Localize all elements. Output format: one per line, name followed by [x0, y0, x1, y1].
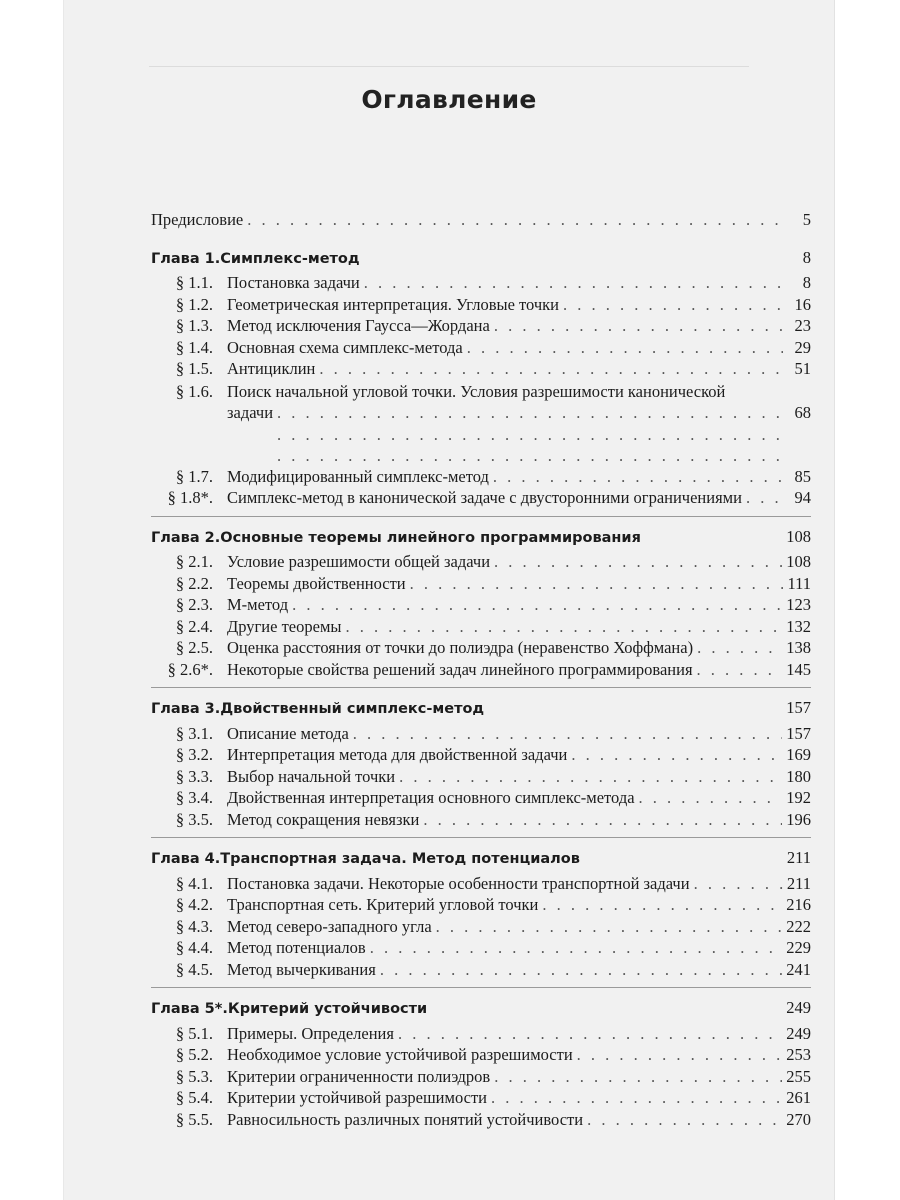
table-of-contents — [151, 210, 811, 1131]
page-number: 5 — [802, 210, 811, 229]
toc-chapter — [151, 248, 811, 270]
leader-dots — [370, 938, 783, 958]
leader-dots — [494, 552, 782, 572]
section-title: Примеры. Определения — [227, 1023, 394, 1043]
chapter-title: Симплекс-метод — [220, 250, 360, 267]
preface-label: Предисловие — [151, 210, 244, 229]
section-number: § 1.8*. — [167, 488, 213, 507]
page-number: 229 — [786, 938, 811, 957]
leader-dots — [493, 467, 783, 487]
toc-section — [151, 295, 811, 317]
page-number: 16 — [794, 294, 811, 314]
section-title: Описание метода — [227, 723, 349, 743]
toc-section — [151, 617, 811, 639]
toc-section — [151, 1110, 811, 1132]
toc-section — [151, 595, 811, 617]
section-title: Модифицированный симплекс-метод — [227, 466, 489, 486]
section-title: Транспортная сеть. Критерий угловой точки — [227, 895, 539, 914]
leader-dots — [345, 617, 782, 637]
page-number: 108 — [786, 552, 811, 571]
page-number: 132 — [786, 616, 811, 636]
leader-dots — [639, 788, 783, 808]
page-number: 216 — [786, 895, 811, 914]
page-number: 123 — [786, 595, 811, 614]
toc-section — [151, 381, 811, 467]
page-number: 211 — [786, 848, 811, 867]
page-number: 196 — [786, 809, 811, 829]
show-through-header-rule — [149, 66, 749, 67]
section-title-continuation — [227, 402, 811, 467]
leader-dots — [353, 724, 782, 744]
leader-dots — [399, 767, 782, 787]
leader-dots — [697, 638, 782, 658]
toc-section — [151, 338, 811, 360]
section-title: Основная схема симплекс-метода — [227, 337, 463, 357]
page-number: 51 — [794, 359, 811, 378]
leader-dots — [467, 338, 783, 358]
chapter-title: Двойственный симплекс-метод — [220, 701, 485, 717]
page-number: 270 — [786, 1109, 811, 1129]
page-number: 23 — [794, 316, 811, 335]
section-number: § 1.5. — [175, 359, 213, 378]
page-number: 222 — [786, 916, 811, 936]
section-title: Симплекс-метод в канонической задаче с двусторонними ограничениями — [227, 488, 742, 507]
section-number: § 2.2. — [175, 573, 213, 593]
toc-section — [151, 810, 811, 832]
leader-dots — [380, 960, 782, 980]
section-number: § 4.3. — [175, 916, 213, 936]
leader-dots — [410, 574, 783, 594]
chapter-label: Глава 2. — [151, 529, 221, 546]
page-number: 68 — [794, 403, 811, 422]
section-title: Метод потенциалов — [227, 938, 366, 957]
section-title-line2: задачи — [227, 403, 274, 422]
section-title: Метод северо-западного угла — [227, 916, 432, 936]
leader-dots — [319, 359, 783, 379]
leader-dots — [491, 1088, 782, 1108]
page-number: 255 — [786, 1066, 811, 1086]
page-number: 111 — [787, 573, 811, 593]
chapter-label: Глава 4. — [151, 851, 221, 867]
page-number: 85 — [794, 466, 811, 486]
section-number: § 3.2. — [175, 745, 213, 764]
toc-chapter — [151, 998, 811, 1020]
page-number: 8 — [802, 273, 811, 292]
section-number: § 2.3. — [175, 595, 213, 614]
toc-section — [151, 1067, 811, 1089]
leader-dots — [494, 1067, 782, 1087]
section-number: § 2.1. — [175, 552, 213, 571]
leader-dots — [364, 273, 783, 293]
toc-section — [151, 552, 811, 574]
section-number: § 4.2. — [175, 895, 213, 914]
section-number: § 1.6. — [175, 381, 213, 401]
section-title: Постановка задачи — [227, 273, 360, 292]
section-number: § 5.3. — [175, 1066, 213, 1086]
chapter-divider — [151, 837, 811, 838]
section-title: Критерии устойчивой разрешимости — [227, 1088, 487, 1107]
toc-section — [151, 638, 811, 660]
page-number: 157 — [786, 698, 811, 717]
toc-section — [151, 660, 811, 682]
toc-section — [151, 574, 811, 596]
chapter-divider — [151, 516, 811, 517]
toc-section — [151, 1088, 811, 1110]
page-number: 249 — [786, 998, 811, 1017]
section-number: § 3.5. — [175, 809, 213, 829]
toc-section — [151, 488, 811, 510]
toc-section — [151, 273, 811, 295]
section-title: Постановка задачи. Некоторые особенности транспортной задачи — [227, 873, 690, 893]
section-title: Двойственная интерпретация основного симплекс-метода — [227, 788, 635, 807]
section-title: Некоторые свойства решений задач линейного программирования — [227, 659, 693, 679]
leader-dots — [277, 402, 783, 467]
section-number: § 2.6*. — [167, 659, 213, 679]
toc-section — [151, 1045, 811, 1067]
toc-section — [151, 467, 811, 489]
section-title: Условие разрешимости общей задачи — [227, 552, 491, 571]
toc-section — [151, 745, 811, 767]
leader-dots — [563, 295, 783, 315]
page-number: 253 — [786, 1045, 811, 1064]
section-title: Интерпретация метода для двойственной задачи — [227, 745, 568, 764]
section-number: § 1.3. — [175, 316, 213, 335]
section-title: Выбор начальной точки — [227, 766, 396, 786]
section-title: Метод исключения Гаусса—Жордана — [227, 316, 490, 335]
leader-dots — [697, 660, 783, 680]
toc-chapter — [151, 527, 811, 549]
page-number: 138 — [786, 638, 811, 657]
leader-dots — [292, 595, 782, 615]
section-number: § 2.5. — [175, 638, 213, 657]
chapter-title: Транспортная задача. Метод потенциалов — [220, 851, 580, 867]
leader-dots — [571, 745, 782, 765]
chapter-divider — [151, 987, 811, 988]
section-number: § 4.5. — [175, 959, 213, 979]
leader-dots — [694, 874, 783, 894]
leader-dots — [542, 895, 782, 915]
toc-section — [151, 788, 811, 810]
chapter-label: Глава 3. — [151, 701, 221, 717]
section-title-block — [227, 381, 811, 467]
leader-dots — [247, 210, 783, 230]
toc-section — [151, 895, 811, 917]
leader-dots — [587, 1110, 782, 1130]
toc-section — [151, 359, 811, 381]
book-page — [63, 0, 835, 1200]
page-number: 108 — [786, 526, 811, 546]
chapter-label: Глава 5*. — [151, 1001, 228, 1017]
section-number: § 3.1. — [175, 723, 213, 743]
section-number: § 4.1. — [175, 873, 213, 893]
section-number: § 1.4. — [175, 337, 213, 357]
section-number: § 1.1. — [175, 273, 213, 292]
section-number: § 5.5. — [175, 1109, 213, 1129]
page-number: 261 — [786, 1088, 811, 1107]
toc-section — [151, 874, 811, 896]
section-number: § 3.3. — [175, 766, 213, 786]
toc-section — [151, 767, 811, 789]
toc-section — [151, 1024, 811, 1046]
section-title: Геометрическая интерпретация. Угловые точки — [227, 294, 559, 314]
section-number: § 3.4. — [175, 788, 213, 807]
section-title: Теоремы двойственности — [227, 573, 406, 593]
page-number: 157 — [786, 723, 811, 743]
toc-chapter — [151, 848, 811, 870]
section-number: § 5.4. — [175, 1088, 213, 1107]
leader-dots — [423, 810, 782, 830]
leader-dots — [577, 1045, 783, 1065]
leader-dots — [746, 488, 783, 508]
page-number: 180 — [786, 766, 811, 786]
page-number: 29 — [794, 337, 811, 357]
chapter-label: Глава 1. — [151, 250, 221, 267]
section-number: § 2.4. — [175, 616, 213, 636]
section-title: M-метод — [227, 595, 289, 614]
section-number: § 1.2. — [175, 294, 213, 314]
section-title: Метод сокращения невязки — [227, 809, 420, 829]
toc-section — [151, 938, 811, 960]
section-number: § 5.1. — [175, 1023, 213, 1043]
chapter-title: Критерий устойчивости — [227, 1001, 428, 1017]
section-title: Критерии ограниченности полиэдров — [227, 1066, 491, 1086]
section-title: Оценка расстояния от точки до полиэдра (неравенство Хоффмана) — [227, 638, 694, 657]
section-title: Другие теоремы — [227, 616, 342, 636]
toc-section — [151, 316, 811, 338]
leader-dots — [398, 1024, 782, 1044]
toc-preface — [151, 210, 811, 232]
page-number: 145 — [786, 659, 811, 679]
page-number: 94 — [794, 488, 811, 507]
section-title: Метод вычеркивания — [227, 959, 376, 979]
page-number: 211 — [786, 873, 811, 893]
section-title: Поиск начальной угловой точки. Условия разрешимости канонической — [227, 381, 726, 401]
page-number: 169 — [786, 745, 811, 764]
toc-section — [151, 917, 811, 939]
leader-dots — [436, 917, 783, 937]
toc-chapter — [151, 698, 811, 720]
page-number: 241 — [786, 959, 811, 979]
chapter-divider — [151, 687, 811, 688]
section-title: Необходимое условие устойчивой разрешимости — [227, 1045, 573, 1064]
chapters-list — [151, 248, 811, 1132]
toc-section — [151, 724, 811, 746]
section-title: Антициклин — [227, 359, 316, 378]
page-title: Оглавление — [361, 85, 537, 114]
page-number: 249 — [786, 1023, 811, 1043]
chapter-title: Основные теоремы линейного программирования — [220, 529, 641, 546]
page-number: 192 — [786, 788, 811, 807]
page-number: 8 — [802, 247, 811, 267]
section-number: § 1.7. — [175, 466, 213, 486]
section-title: Равносильность различных понятий устойчивости — [227, 1109, 584, 1129]
section-number: § 4.4. — [175, 938, 213, 957]
section-number: § 5.2. — [175, 1045, 213, 1064]
toc-section — [151, 960, 811, 982]
leader-dots — [494, 316, 783, 336]
